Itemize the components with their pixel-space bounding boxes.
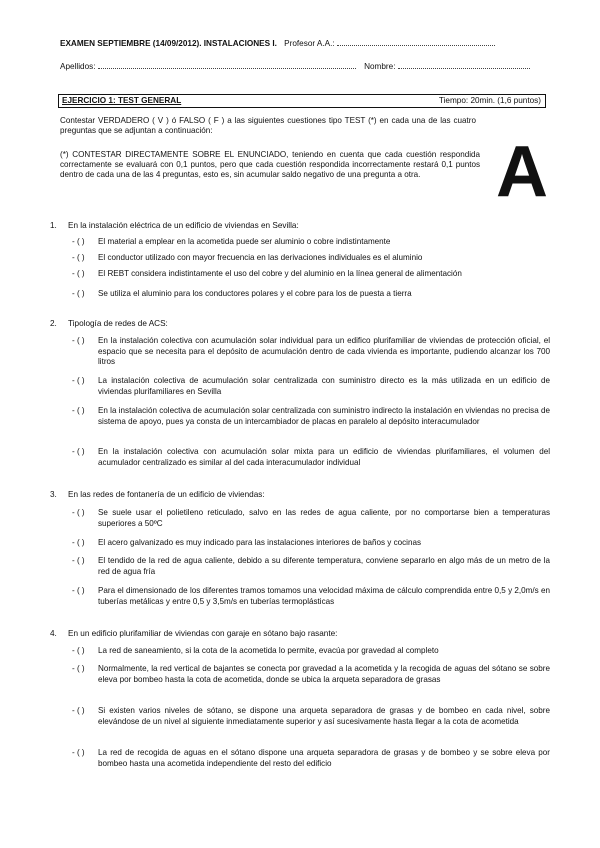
answer-box[interactable]: - ( ): [72, 748, 85, 757]
answer-box[interactable]: - ( ): [72, 556, 85, 565]
answer-box[interactable]: - ( ): [72, 586, 85, 595]
name-label: Nombre:: [364, 62, 396, 71]
answer-box[interactable]: - ( ): [72, 447, 85, 456]
answer-box[interactable]: - ( ): [72, 538, 85, 547]
surname-field[interactable]: [98, 61, 356, 69]
option-text: El material a emplear en la acometida puede ser aluminio o cobre indistintamente: [98, 237, 391, 246]
option-text: La red de recogida de aguas en el sótano dispone una arqueta separadora de grasas y de bombeo y se sobre eleva por bombeo hasta una acometida independiente del resto del edificio: [98, 748, 550, 768]
scoring-note: (*) CONTESTAR DIRECTAMENTE SOBRE EL ENUNCIADO, teniendo en cuenta que cada cuestión respondida correctamente se evaluará con 0,1 puntos, pero que cada cuestión respondida incorrectamente restará 0,1 puntos dentro de cada una de las 4 preguntas, esto es, sin acumular saldo negativo de una pregunta a otra.: [60, 150, 480, 179]
option-text: Normalmente, la red vertical de bajantes se conecta por gravedad a la acometida y la recogida de aguas del sótano se sobre eleva por bombeo hasta la cota de acometida, donde se ubica la arqueta separadora de grasas: [98, 664, 550, 684]
option-text: La red de saneamiento, si la cota de la acometida lo permite, evacúa por gravedad al completo: [98, 646, 439, 655]
professor-label: Profesor A.A.:: [284, 39, 335, 48]
answer-box[interactable]: - ( ): [72, 336, 85, 345]
exam-version-letter: A: [496, 132, 548, 212]
answer-box[interactable]: - ( ): [72, 289, 85, 298]
answer-box[interactable]: - ( ): [72, 646, 85, 655]
question-number: 1.: [50, 221, 57, 230]
answer-box[interactable]: - ( ): [72, 508, 85, 517]
instructions-text: Contestar VERDADERO ( V ) ó FALSO ( F ) a las siguientes cuestiones tipo TEST (*) en cada una de las cuatro preguntas que se adjuntan a continuación:: [60, 116, 476, 135]
option-text: Para el dimensionado de los diferentes tramos tomamos una velocidad máxima de cálculo comprendida entre 0,5 y 2,0m/s en tuberías metálicas y entre 0,5 y 3,5m/s en tuberías termoplásticas: [98, 586, 550, 606]
option-text: El acero galvanizado es muy indicado para las instalaciones interiores de baños y cocinas: [98, 538, 422, 547]
question-number: 2.: [50, 319, 57, 328]
surname-label: Apellidos:: [60, 62, 96, 71]
student-header: [60, 61, 530, 71]
answer-box[interactable]: - ( ): [72, 237, 85, 246]
question-number: 3.: [50, 490, 57, 499]
question-number: 4.: [50, 629, 57, 638]
answer-box[interactable]: - ( ): [72, 406, 85, 415]
answer-box[interactable]: - ( ): [72, 664, 85, 673]
option-text: El conductor utilizado con mayor frecuencia en las derivaciones individuales es el aluminio: [98, 253, 423, 262]
exam-header: [60, 38, 495, 48]
question-text: En las redes de fontanería de un edificio de viviendas:: [68, 490, 265, 499]
option-text: Si existen varios niveles de sótano, se dispone una arqueta separadora de grasas y de bombeo en cada nivel, sobre elevándose de un nivel al siguiente inmediatamente superior y así sucesivamente hasta llegar a la cota de acometida: [98, 706, 550, 726]
question-text: En la instalación eléctrica de un edificio de viviendas en Sevilla:: [68, 221, 299, 230]
option-text: En la instalación colectiva con acumulación solar individual para un edifico plurifamiliar de viviendas de protección oficial, el espacio que se necesita para el depósito de acumulación dentro de cada vivienda es importante, pudiendo alcanzar los 700 litros: [98, 336, 550, 366]
exercise-time: Tiempo: 20min. (1,6 puntos): [438, 96, 541, 105]
professor-field[interactable]: [337, 38, 495, 46]
option-text: El REBT considera indistintamente el uso del cobre y del aluminio en la línea general de alimentación: [98, 269, 462, 278]
option-text: En la instalación colectiva con acumulación solar mixta para un edificio de viviendas plurifamiliares, el volumen del acumulador centralizado es similar al del cada interacumulador individual: [98, 447, 550, 467]
answer-box[interactable]: - ( ): [72, 269, 85, 278]
answer-box[interactable]: - ( ): [72, 706, 85, 715]
exercise-header-box: [58, 94, 546, 108]
question-text: En un edificio plurifamiliar de viviendas con garaje en sótano bajo rasante:: [68, 629, 338, 638]
option-text: Se utiliza el aluminio para los conductores polares y el cobre para los de puesta a tierra: [98, 289, 412, 298]
name-field[interactable]: [398, 61, 530, 69]
option-text: El tendido de la red de agua caliente, debido a su diferente temperatura, conviene separarlo en algo más de un metro de la red de agua fría: [98, 556, 550, 576]
answer-box[interactable]: - ( ): [72, 376, 85, 385]
option-text: Se suele usar el polietileno reticulado, salvo en las redes de agua caliente, por no comportarse bien a temperaturas superiores a 50ºC: [98, 508, 550, 528]
answer-box[interactable]: - ( ): [72, 253, 85, 262]
option-text: La instalación colectiva de acumulación solar centralizada con suministro directo es la más utilizada en un edificio de viviendas plurifamiliares en Sevilla: [98, 376, 550, 396]
option-text: En la instalación colectiva de acumulación solar centralizada con suministro indirecto la instalación en viviendas no precisa de sistema de apoyo, pues ya consta de un intercambiador de placas en paralelo al depósito interacumulador: [98, 406, 550, 426]
exam-title: EXAMEN SEPTIEMBRE (14/09/2012). INSTALACIONES I.: [60, 39, 277, 48]
question-text: Tipología de redes de ACS:: [68, 319, 168, 328]
exercise-title: EJERCICIO 1: TEST GENERAL: [62, 96, 182, 105]
